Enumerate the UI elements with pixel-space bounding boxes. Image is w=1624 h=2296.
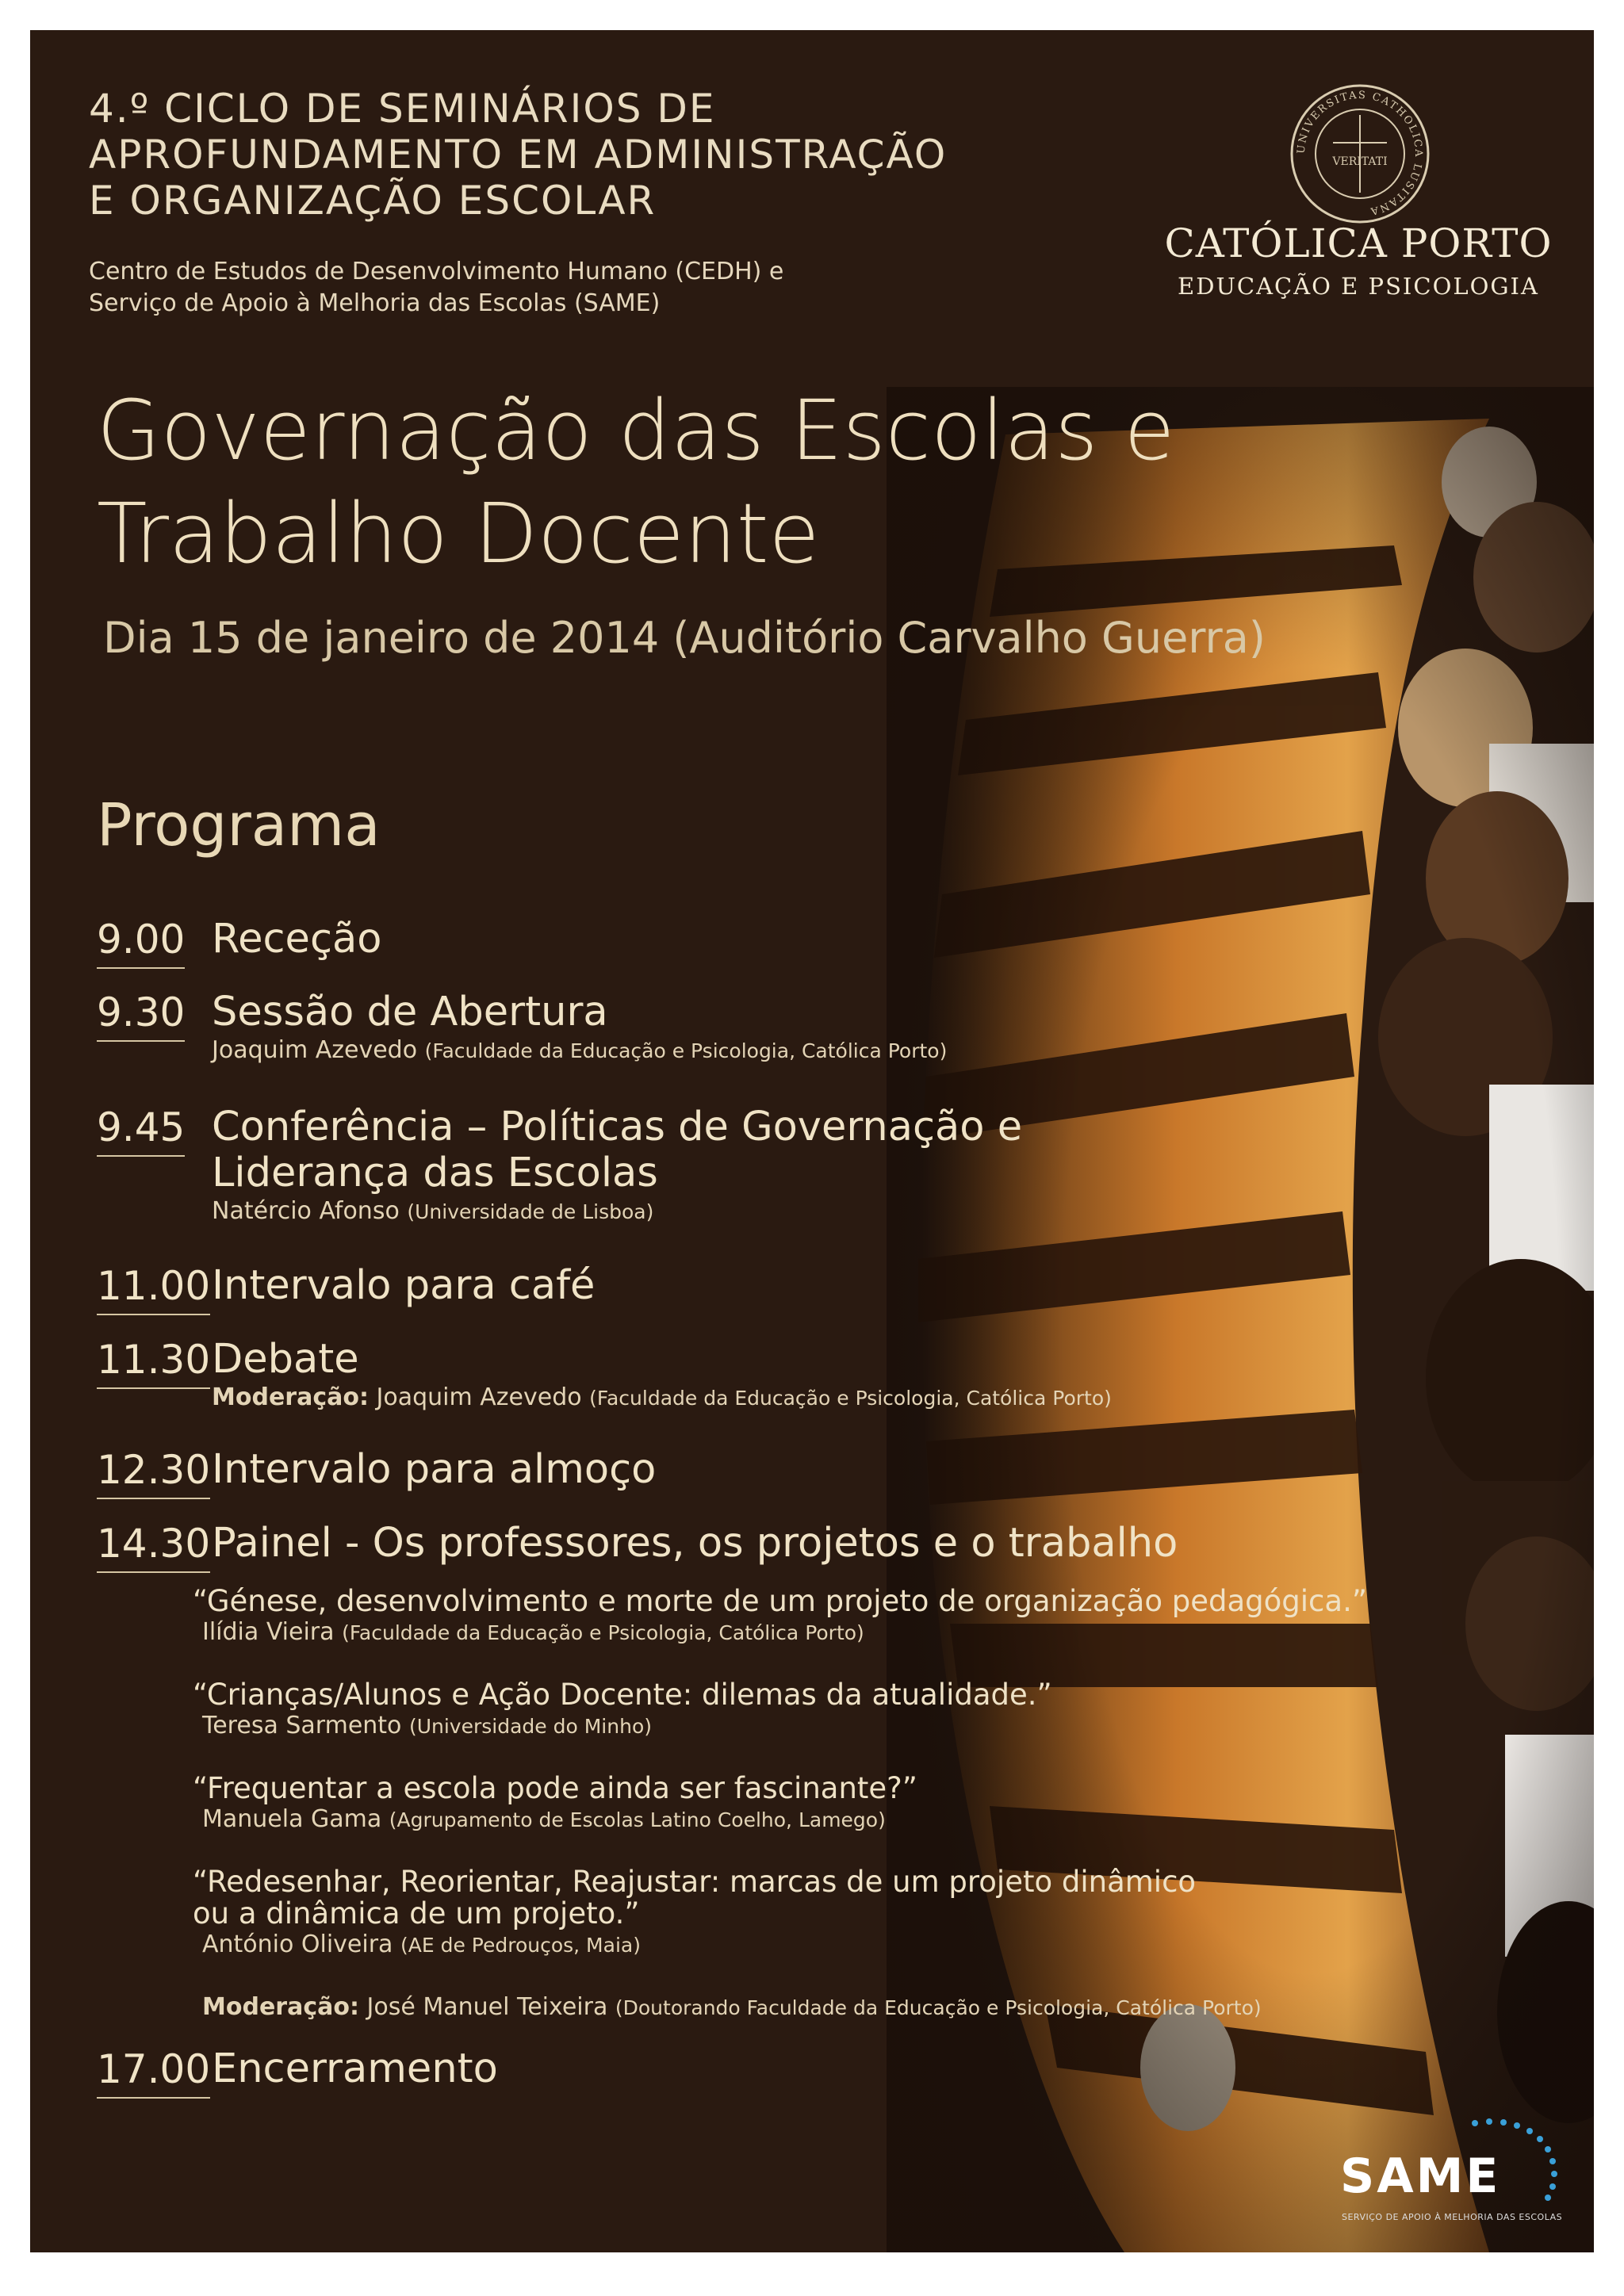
title-line-1: Governação das Escolas e xyxy=(97,382,1175,479)
poster xyxy=(30,30,1594,2252)
speaker-name: Manuela Gama xyxy=(202,1805,382,1833)
brand-name: CATÓLICA PORTO xyxy=(1164,220,1553,266)
program-event: Receção xyxy=(212,916,382,962)
seal-motto: VERITATI xyxy=(1332,155,1388,168)
series-header xyxy=(89,86,947,224)
program-time: 9.45 xyxy=(97,1104,185,1157)
university-seal-icon xyxy=(1289,83,1431,224)
speaker-name: Ilídia Vieira xyxy=(202,1618,335,1646)
title-line-2: Trabalho Docente xyxy=(97,485,820,582)
speaker-affiliation: (Faculdade da Educação e Psicologia, Católica Porto) xyxy=(589,1387,1112,1410)
program-heading: Programa xyxy=(97,791,381,859)
program-time: 9.30 xyxy=(97,989,185,1042)
speaker-name: Natércio Afonso xyxy=(212,1197,400,1225)
program-time: 12.30 xyxy=(97,1447,210,1499)
event-date: Dia 15 de janeiro de 2014 (Auditório Carvalho Guerra) xyxy=(103,613,1266,663)
panel-talk xyxy=(193,1866,1196,1961)
speaker-name: Joaquim Azevedo xyxy=(212,1036,418,1064)
same-name: SAME xyxy=(1340,2149,1501,2204)
speaker-affiliation: (Faculdade da Educação e Psicologia, Católica Porto) xyxy=(342,1621,864,1644)
program-event: Painel - Os professores, os projetos e o trabalho xyxy=(212,1520,1178,1567)
talk-title: “Redesenhar, Reorientar, Reajustar: marcas de um projeto dinâmico xyxy=(193,1865,1197,1899)
brand-tagline: EDUCAÇÃO E PSICOLOGIA xyxy=(1178,273,1539,300)
series-line-3: E ORGANIZAÇÃO ESCOLAR xyxy=(89,178,657,224)
panel-talk xyxy=(193,1679,1052,1742)
children-photo xyxy=(887,387,1594,2252)
moderation-label: Moderação: xyxy=(202,1993,359,2021)
program-event: Intervalo para almoço xyxy=(212,1446,657,1493)
series-line-2: APROFUNDAMENTO EM ADMINISTRAÇÃO xyxy=(89,132,948,178)
panel-moderation xyxy=(193,1992,1262,2023)
program-event: Debate xyxy=(212,1336,359,1383)
same-subtitle: SERVIÇO DE APOIO À MELHORIA DAS ESCOLAS xyxy=(1342,2212,1563,2222)
program-time: 14.30 xyxy=(97,1521,210,1573)
speaker-name: António Oliveira xyxy=(202,1931,393,1958)
program-time: 9.00 xyxy=(97,916,185,969)
speaker-affiliation: (Faculdade da Educação e Psicologia, Católica Porto) xyxy=(424,1039,948,1062)
program-event: Sessão de Abertura xyxy=(212,989,608,1035)
program-event: Encerramento xyxy=(212,2045,498,2092)
panel-talk xyxy=(193,1773,917,1835)
speaker-affiliation: (Agrupamento de Escolas Latino Coelho, Lamego) xyxy=(389,1808,886,1831)
panel-talk xyxy=(193,1586,1367,1648)
speaker-affiliation: (AE de Pedrouços, Maia) xyxy=(400,1934,641,1957)
seal-text: UNIVERSITAS CATHOLICA LUSITANA xyxy=(1295,89,1425,218)
catolica-brand xyxy=(1164,220,1553,300)
program-time: 17.00 xyxy=(97,2046,210,2099)
series-line-1: 4.º CICLO DE SEMINÁRIOS DE xyxy=(89,86,716,132)
moderation-label: Moderação: xyxy=(212,1383,369,1411)
speaker-affiliation: (Universidade do Minho) xyxy=(408,1715,652,1738)
speaker-name: Joaquim Azevedo xyxy=(376,1383,582,1411)
talk-title: “Frequentar a escola pode ainda ser fascinante?” xyxy=(193,1771,917,1805)
speaker-affiliation: (Universidade de Lisboa) xyxy=(407,1200,654,1223)
program-event-line-2: Liderança das Escolas xyxy=(212,1150,658,1196)
event-title xyxy=(97,379,1174,585)
organizer-line-1: Centro de Estudos de Desenvolvimento Humano (CEDH) e xyxy=(89,258,784,285)
program-event: Conferência – Políticas de Governação e xyxy=(212,1104,1023,1150)
speaker-name: José Manuel Teixeira xyxy=(366,1993,608,2021)
program-event: Intervalo para café xyxy=(212,1262,596,1309)
organizers xyxy=(89,256,783,320)
talk-title: “Génese, desenvolvimento e morte de um projeto de organização pedagógica.” xyxy=(193,1584,1367,1618)
program-time: 11.30 xyxy=(97,1337,210,1389)
talk-title: “Crianças/Alunos e Ação Docente: dilemas da atualidade.” xyxy=(193,1678,1052,1712)
speaker-affiliation: (Doutorando Faculdade da Educação e Psicologia, Católica Porto) xyxy=(615,1996,1262,2019)
speaker-name: Teresa Sarmento xyxy=(202,1712,402,1739)
talk-title-line-2: ou a dinâmica de um projeto.” xyxy=(193,1896,640,1931)
program-time: 11.00 xyxy=(97,1263,210,1315)
organizer-line-2: Serviço de Apoio à Melhoria das Escolas (SAME) xyxy=(89,289,661,317)
